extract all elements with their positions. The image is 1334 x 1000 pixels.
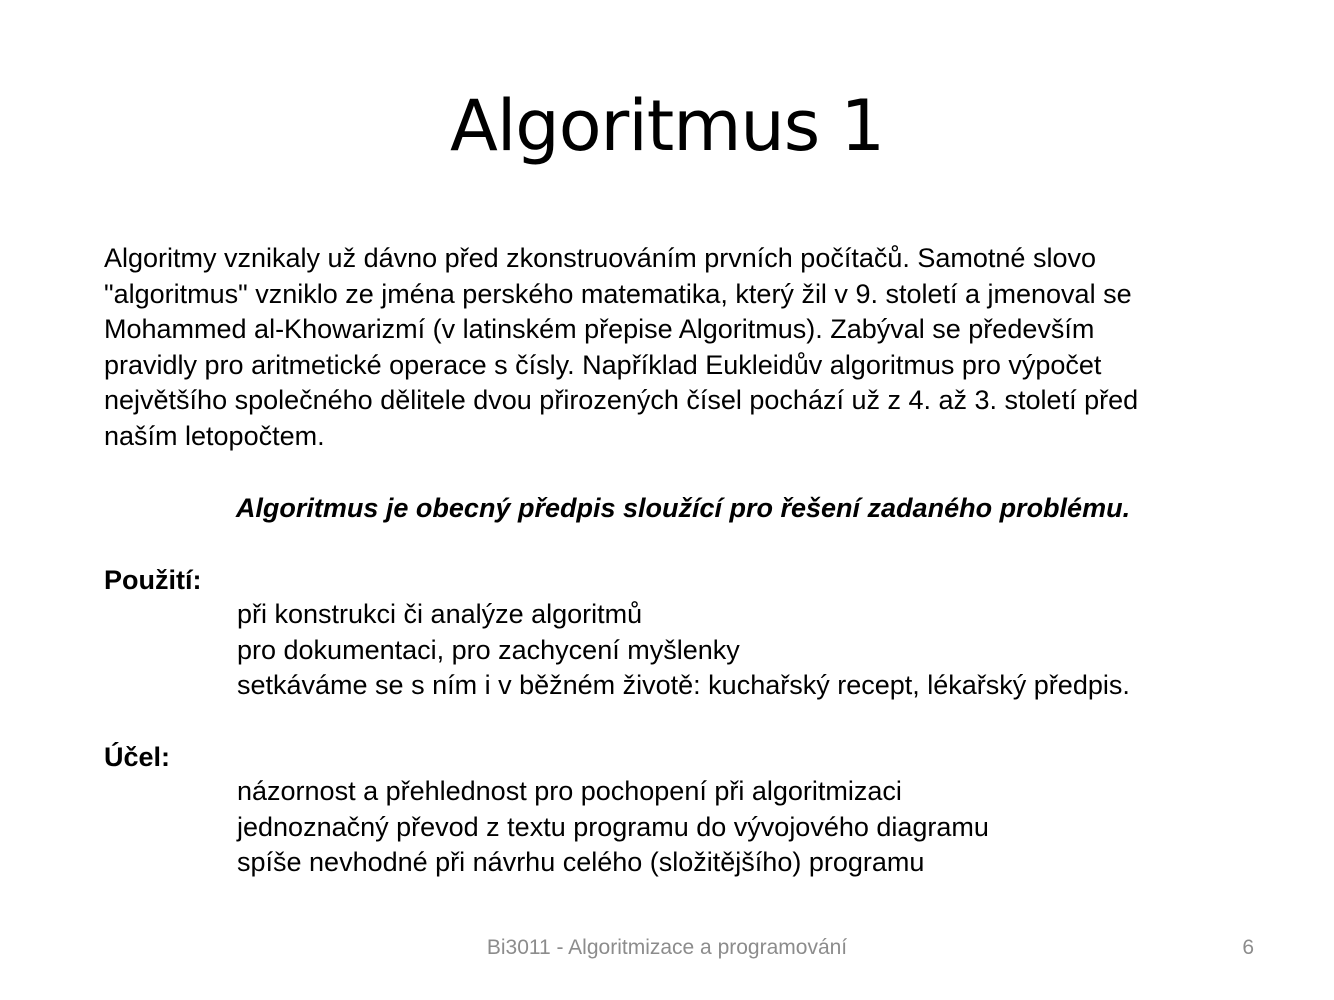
- use-heading: Použití:: [104, 565, 202, 595]
- slide-title: Algoritmus 1: [449, 85, 885, 167]
- slide-footer: Bi3011 - Algoritmizace a programování: [486, 936, 848, 959]
- intro-line: naším letopočtem.: [104, 420, 325, 451]
- use-list: [237, 597, 1130, 704]
- intro-line: Algoritmy vznikaly už dávno před zkonstruováním prvních počítačů. Samotné slovo: [104, 243, 1096, 273]
- intro-line: "algoritmus" vzniklo ze jména perského matematika, který žil v 9. století a jmenoval se: [104, 278, 1132, 309]
- list-item: setkáváme se s ním i v běžném životě: kuchařský recept, lékařský předpis.: [237, 670, 1130, 700]
- intro-line: pravidly pro aritmetické operace s čísly. Například Eukleidův algoritmus pro výpočet: [104, 349, 1102, 380]
- algorithm-definition: Algoritmus je obecný předpis sloužící pro řešení zadaného problému.: [235, 493, 1131, 523]
- intro-paragraph: [104, 241, 1294, 454]
- list-item: jednoznačný převod z textu programu do vývojového diagramu: [237, 811, 989, 842]
- purpose-heading: Účel:: [104, 742, 171, 772]
- intro-line: největšího společného dělitele dvou přirozených čísel pochází už z 4. až 3. století před: [104, 385, 1139, 415]
- page-number: 6: [1242, 936, 1254, 959]
- list-item: pro dokumentaci, pro zachycení myšlenky: [237, 634, 740, 665]
- list-item: spíše nevhodné při návrhu celého (složitějšího) programu: [237, 847, 925, 877]
- intro-line: Mohammed al-Khowarizmí (v latinském přepise Algoritmus). Zabýval se především: [104, 314, 1095, 344]
- purpose-list: [237, 774, 989, 881]
- list-item: názornost a přehlednost pro pochopení při algoritmizaci: [237, 776, 902, 806]
- list-item: při konstrukci či analýze algoritmů: [237, 599, 643, 629]
